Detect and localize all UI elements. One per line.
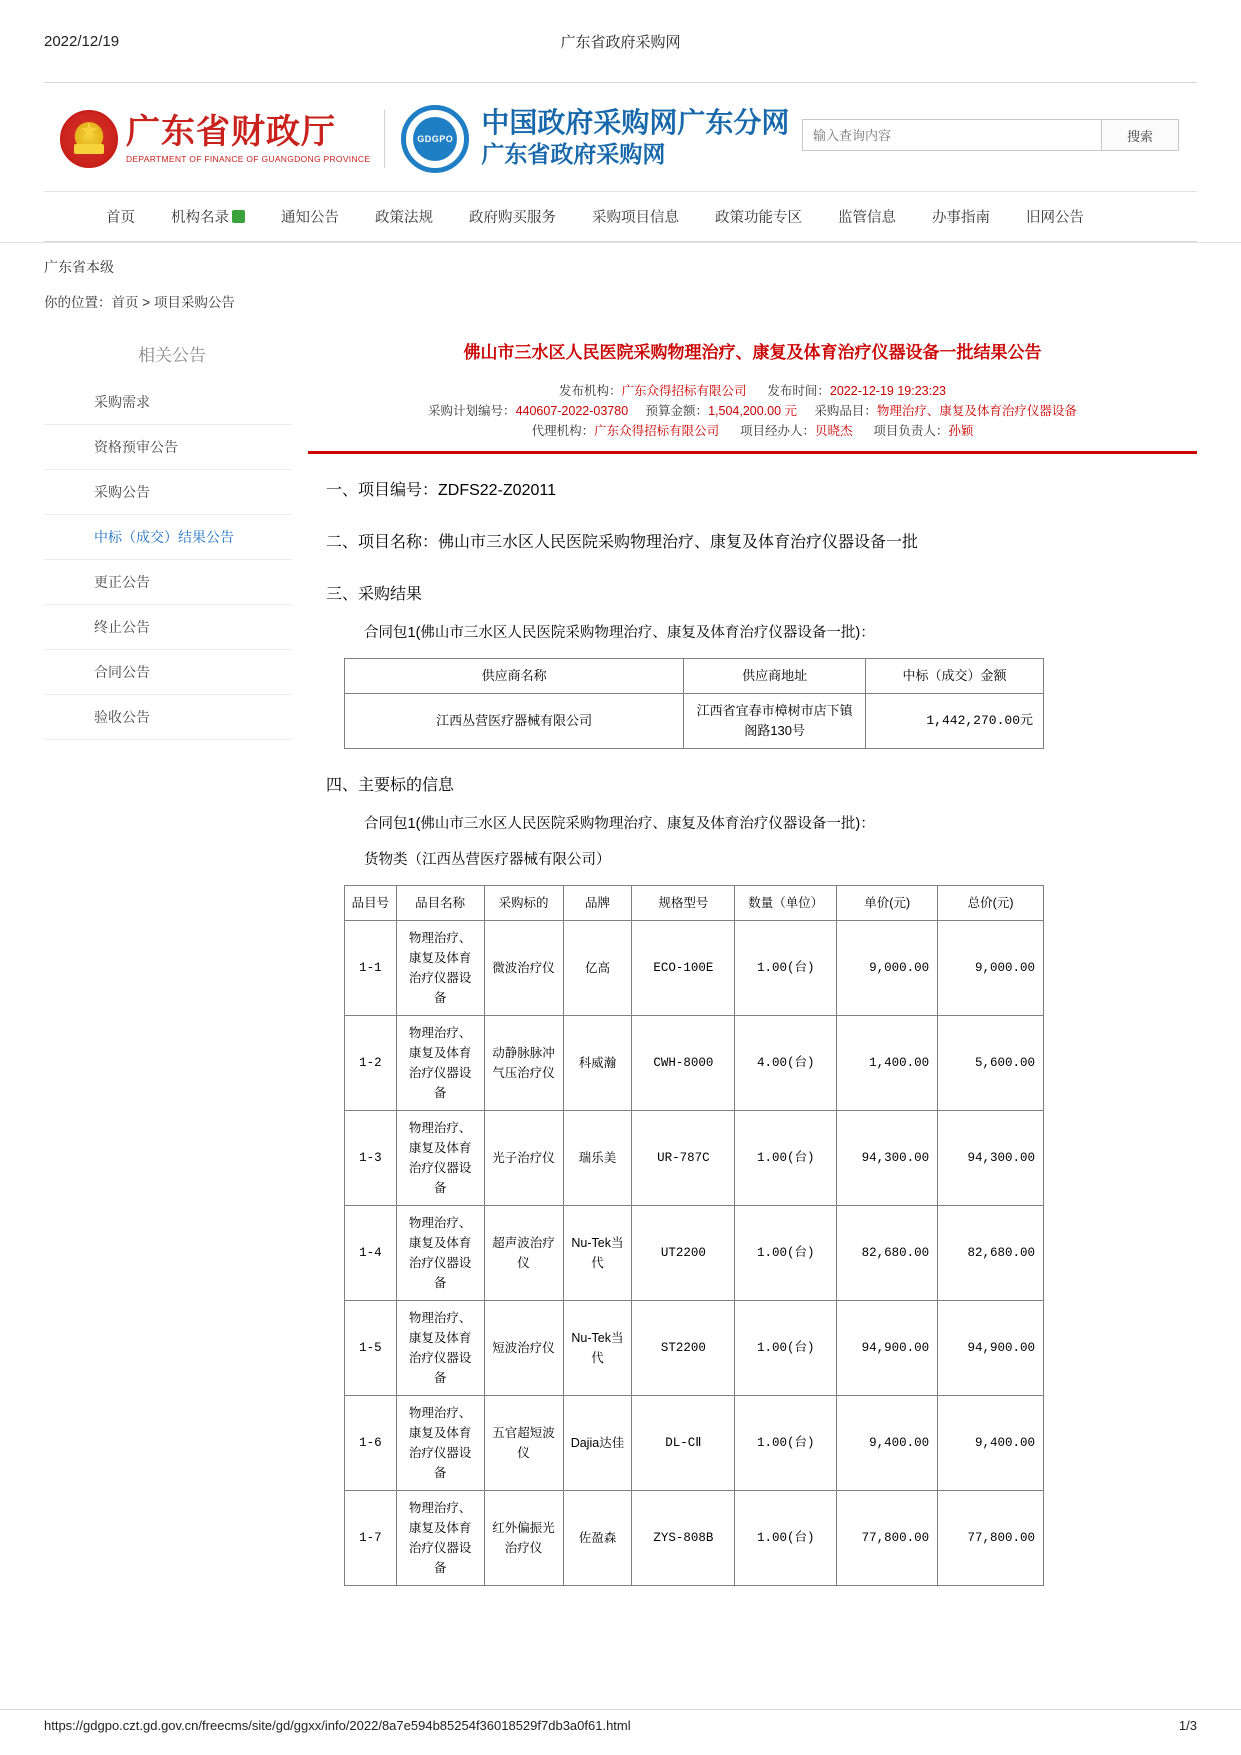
cell-model: DL-CⅡ — [632, 1396, 735, 1491]
cell-brand: 科威瀚 — [563, 1016, 632, 1111]
cell-unit-price: 77,800.00 — [837, 1491, 938, 1586]
nav-item-guide[interactable] — [914, 206, 1008, 227]
header-unit-price: 单价(元) — [837, 886, 938, 921]
cell-unit-price: 9,000.00 — [837, 921, 938, 1016]
table-row — [345, 1206, 1044, 1301]
nav-label: 采购项目信息 — [592, 210, 679, 226]
sidebar-item-termination[interactable] — [44, 605, 292, 650]
cell-subject: 光子治疗仪 — [484, 1111, 563, 1206]
result-package-label: 合同包1(佛山市三水区人民医院采购物理治疗、康复及体育治疗仪器设备一批)： — [364, 625, 875, 641]
nav-item-policy-zone[interactable] — [697, 206, 820, 227]
nav-label: 政府购买服务 — [469, 210, 556, 226]
cell-subject: 五官超短波仪 — [484, 1396, 563, 1491]
plan-no-value: 440607-2022-03780 — [515, 404, 629, 418]
cell-quantity: 1.00(台) — [735, 1491, 837, 1586]
gdgpo-title-line2: 广东省政府采购网 — [481, 142, 666, 167]
cell-total-price: 94,900.00 — [938, 1301, 1044, 1396]
print-header — [0, 0, 1241, 56]
cell-item-name: 物理治疗、康复及体育治疗仪器设备 — [396, 921, 484, 1016]
notice-meta — [308, 381, 1197, 454]
handler-label: 项目经办人： — [739, 424, 815, 438]
publish-time-value: 2022-12-19 19:23:23 — [829, 384, 946, 398]
table-row — [345, 1016, 1044, 1111]
sidebar-item-label: 更正公告 — [94, 574, 150, 590]
nav-label: 机构名录 — [171, 210, 229, 226]
nav-item-policy[interactable] — [357, 206, 451, 227]
print-date: 2022/12/19 — [44, 32, 120, 50]
gdgpo-mark-icon — [401, 105, 469, 173]
header-item-name: 品目名称 — [396, 886, 484, 921]
cell-quantity: 4.00(台) — [735, 1016, 837, 1111]
notice-content — [292, 317, 1197, 1586]
gdgpo-logo[interactable] — [401, 105, 789, 173]
cell-model: UT2200 — [632, 1206, 735, 1301]
sidebar-item-award-result[interactable] — [44, 515, 292, 560]
cell-item-no: 1-5 — [345, 1301, 397, 1396]
cell-item-name: 物理治疗、康复及体育治疗仪器设备 — [396, 1016, 484, 1111]
print-footer — [0, 1709, 1241, 1733]
section-procurement-result: 三、采购结果 — [326, 586, 423, 603]
cell-quantity: 1.00(台) — [735, 1301, 837, 1396]
nav-label: 监管信息 — [838, 210, 896, 226]
items-package-label: 合同包1(佛山市三水区人民医院采购物理治疗、康复及体育治疗仪器设备一批)： — [364, 816, 875, 832]
nav-item-gov-services[interactable] — [451, 206, 574, 227]
category-value: 物理治疗、康复及体育治疗仪器设备 — [876, 404, 1077, 418]
cell-quantity: 1.00(台) — [735, 921, 837, 1016]
header-total-price: 总价(元) — [938, 886, 1044, 921]
footer-url: https://gdgpo.czt.gd.gov.cn/freecms/site/gd/ggxx/info/2022/8a7e594b85254f36018529f7db3a0f61.html — [44, 1718, 631, 1733]
cell-unit-price: 1,400.00 — [837, 1016, 938, 1111]
cell-subject: 短波治疗仪 — [484, 1301, 563, 1396]
publish-time-label: 发布时间： — [767, 384, 830, 398]
cell-item-name: 物理治疗、康复及体育治疗仪器设备 — [396, 1301, 484, 1396]
header-brand: 品牌 — [563, 886, 632, 921]
table-row — [345, 921, 1044, 1016]
guangdong-finance-logo[interactable] — [60, 110, 385, 168]
sidebar-title: 相关公告 — [138, 346, 206, 365]
cell-item-name: 物理治疗、康复及体育治疗仪器设备 — [396, 1111, 484, 1206]
result-table — [344, 658, 1044, 749]
agency-label: 代理机构： — [531, 424, 595, 438]
cell-model: ST2200 — [632, 1301, 735, 1396]
cell-item-name: 物理治疗、康复及体育治疗仪器设备 — [396, 1396, 484, 1491]
cell-quantity: 1.00(台) — [735, 1396, 837, 1491]
cell-item-no: 1-3 — [345, 1111, 397, 1206]
header-supplier-name: 供应商名称 — [345, 659, 684, 694]
section-main-items: 四、主要标的信息 — [326, 777, 455, 794]
cell-subject: 红外偏振光治疗仪 — [484, 1491, 563, 1586]
sidebar-item-correction[interactable] — [44, 560, 292, 605]
items-table — [344, 885, 1044, 1586]
masthead — [44, 83, 1197, 191]
sidebar-item-acceptance[interactable] — [44, 695, 292, 740]
section-project-name: 二、项目名称：佛山市三水区人民医院采购物理治疗、康复及体育治疗仪器设备一批 — [326, 534, 919, 551]
cell-item-no: 1-7 — [345, 1491, 397, 1586]
nav-item-supervision[interactable] — [820, 206, 914, 227]
cell-brand: Nu-Tek当代 — [563, 1301, 632, 1396]
page-title: 佛山市三水区人民医院采购物理治疗、康复及体育治疗仪器设备一批结果公告 — [463, 343, 1042, 362]
table-row — [345, 1301, 1044, 1396]
nav-item-directory[interactable] — [153, 206, 263, 227]
plan-no-label: 采购计划编号： — [428, 404, 516, 418]
owner-value: 孙颖 — [948, 424, 974, 438]
header-item-no: 品目号 — [345, 886, 397, 921]
finance-dept-name-cn: 广东省财政厅 — [126, 114, 336, 151]
cell-item-no: 1-6 — [345, 1396, 397, 1491]
footer-page-number: 1/3 — [1178, 1718, 1197, 1733]
cell-total-price: 9,400.00 — [938, 1396, 1044, 1491]
nav-label: 首页 — [106, 210, 135, 226]
region-label: 广东省本级 — [0, 242, 1241, 277]
gdgpo-mark-text: GDGPO — [413, 117, 457, 161]
cell-award-amount: 1,442,270.00元 — [866, 694, 1044, 749]
cell-item-name: 物理治疗、康复及体育治疗仪器设备 — [396, 1206, 484, 1301]
cell-total-price: 94,300.00 — [938, 1111, 1044, 1206]
cell-subject: 超声波治疗仪 — [484, 1206, 563, 1301]
items-category-label: 货物类（江西丛营医疗器械有限公司） — [364, 852, 611, 868]
sidebar-item-label: 采购需求 — [94, 394, 150, 410]
cell-total-price: 9,000.00 — [938, 921, 1044, 1016]
sidebar-item-label: 终止公告 — [94, 619, 150, 635]
cell-model: ZYS-808B — [632, 1491, 735, 1586]
cell-brand: Nu-Tek当代 — [563, 1206, 632, 1301]
nav-item-project-info[interactable] — [574, 206, 697, 227]
cell-unit-price: 82,680.00 — [837, 1206, 938, 1301]
cell-brand: 亿高 — [563, 921, 632, 1016]
main-nav[interactable] — [44, 191, 1197, 241]
cell-brand: Dajia达佳 — [563, 1396, 632, 1491]
cell-item-no: 1-2 — [345, 1016, 397, 1111]
category-label: 采购品目： — [814, 404, 877, 418]
sidebar-item-label: 验收公告 — [94, 709, 150, 725]
table-row — [345, 1491, 1044, 1586]
new-badge-icon — [232, 210, 245, 223]
cell-model: UR-787C — [632, 1111, 735, 1206]
header-award-amount: 中标（成交）金额 — [866, 659, 1044, 694]
nav-label: 办事指南 — [932, 210, 990, 226]
nav-item-home[interactable] — [44, 206, 153, 227]
sidebar-item-procurement-notice[interactable] — [44, 470, 292, 515]
header-quantity: 数量（单位） — [735, 886, 837, 921]
body-wrap — [44, 317, 1197, 1586]
search-button[interactable]: 搜索 — [1101, 120, 1178, 150]
breadcrumb[interactable]: 你的位置：首页 > 项目采购公告 — [44, 295, 235, 310]
cell-unit-price: 94,300.00 — [837, 1111, 938, 1206]
national-emblem-icon — [60, 110, 118, 168]
sidebar-item-contract[interactable] — [44, 650, 292, 695]
cell-quantity: 1.00(台) — [735, 1111, 837, 1206]
budget-label: 预算金额： — [645, 404, 709, 418]
handler-value: 贝晓杰 — [815, 424, 853, 438]
cell-supplier-name: 江西丛营医疗器械有限公司 — [345, 694, 684, 749]
cell-item-no: 1-1 — [345, 921, 397, 1016]
sidebar — [44, 317, 292, 740]
sidebar-item-label: 采购公告 — [94, 484, 150, 500]
sidebar-item-label: 中标（成交）结果公告 — [94, 529, 234, 545]
nav-label: 政策法规 — [375, 210, 433, 226]
nav-label: 旧网公告 — [1026, 210, 1084, 226]
cell-supplier-address: 江西省宜春市樟树市店下镇阁路130号 — [684, 694, 866, 749]
cell-model: CWH-8000 — [632, 1016, 735, 1111]
nav-label: 政策功能专区 — [715, 210, 802, 226]
table-header-row — [345, 659, 1044, 694]
sidebar-item-label: 资格预审公告 — [94, 439, 178, 455]
sidebar-item-requirements[interactable] — [44, 380, 292, 425]
finance-dept-name-en: DEPARTMENT OF FINANCE OF GUANGDONG PROVINCE — [126, 154, 371, 164]
publisher-label: 发布机构： — [559, 384, 622, 398]
budget-value: 1,504,200.00 元 — [708, 404, 798, 418]
sidebar-item-prequalification[interactable] — [44, 425, 292, 470]
cell-brand: 佐盈森 — [563, 1491, 632, 1586]
owner-label: 项目负责人： — [873, 424, 949, 438]
cell-total-price: 77,800.00 — [938, 1491, 1044, 1586]
cell-item-no: 1-4 — [345, 1206, 397, 1301]
search-box[interactable] — [802, 119, 1179, 151]
nav-item-old-site[interactable] — [1008, 206, 1102, 227]
cell-brand: 瑞乐美 — [563, 1111, 632, 1206]
cell-quantity: 1.00(台) — [735, 1206, 837, 1301]
sidebar-item-label: 合同公告 — [94, 664, 150, 680]
cell-subject: 微波治疗仪 — [484, 921, 563, 1016]
table-row — [345, 1111, 1044, 1206]
cell-unit-price: 9,400.00 — [837, 1396, 938, 1491]
agency-value: 广东众得招标有限公司 — [594, 424, 720, 438]
cell-total-price: 5,600.00 — [938, 1016, 1044, 1111]
print-doc-title: 广东省政府采购网 — [560, 33, 681, 51]
table-row — [345, 1396, 1044, 1491]
publisher-value: 广东众得招标有限公司 — [621, 384, 747, 398]
table-header-row — [345, 886, 1044, 921]
cell-subject: 动静脉脉冲气压治疗仪 — [484, 1016, 563, 1111]
section-project-number: 一、项目编号：ZDFS22-Z02011 — [326, 482, 556, 499]
site-container — [44, 82, 1197, 242]
cell-model: ECO-100E — [632, 921, 735, 1016]
cell-item-name: 物理治疗、康复及体育治疗仪器设备 — [396, 1491, 484, 1586]
search-input[interactable] — [803, 120, 1101, 150]
header-supplier-address: 供应商地址 — [684, 659, 866, 694]
header-model: 规格型号 — [632, 886, 735, 921]
gdgpo-title-line1: 中国政府采购网广东分网 — [481, 108, 790, 139]
nav-label: 通知公告 — [281, 210, 339, 226]
nav-item-announcements[interactable] — [263, 206, 357, 227]
cell-unit-price: 94,900.00 — [837, 1301, 938, 1396]
header-subject: 采购标的 — [484, 886, 563, 921]
cell-total-price: 82,680.00 — [938, 1206, 1044, 1301]
table-row — [345, 694, 1044, 749]
